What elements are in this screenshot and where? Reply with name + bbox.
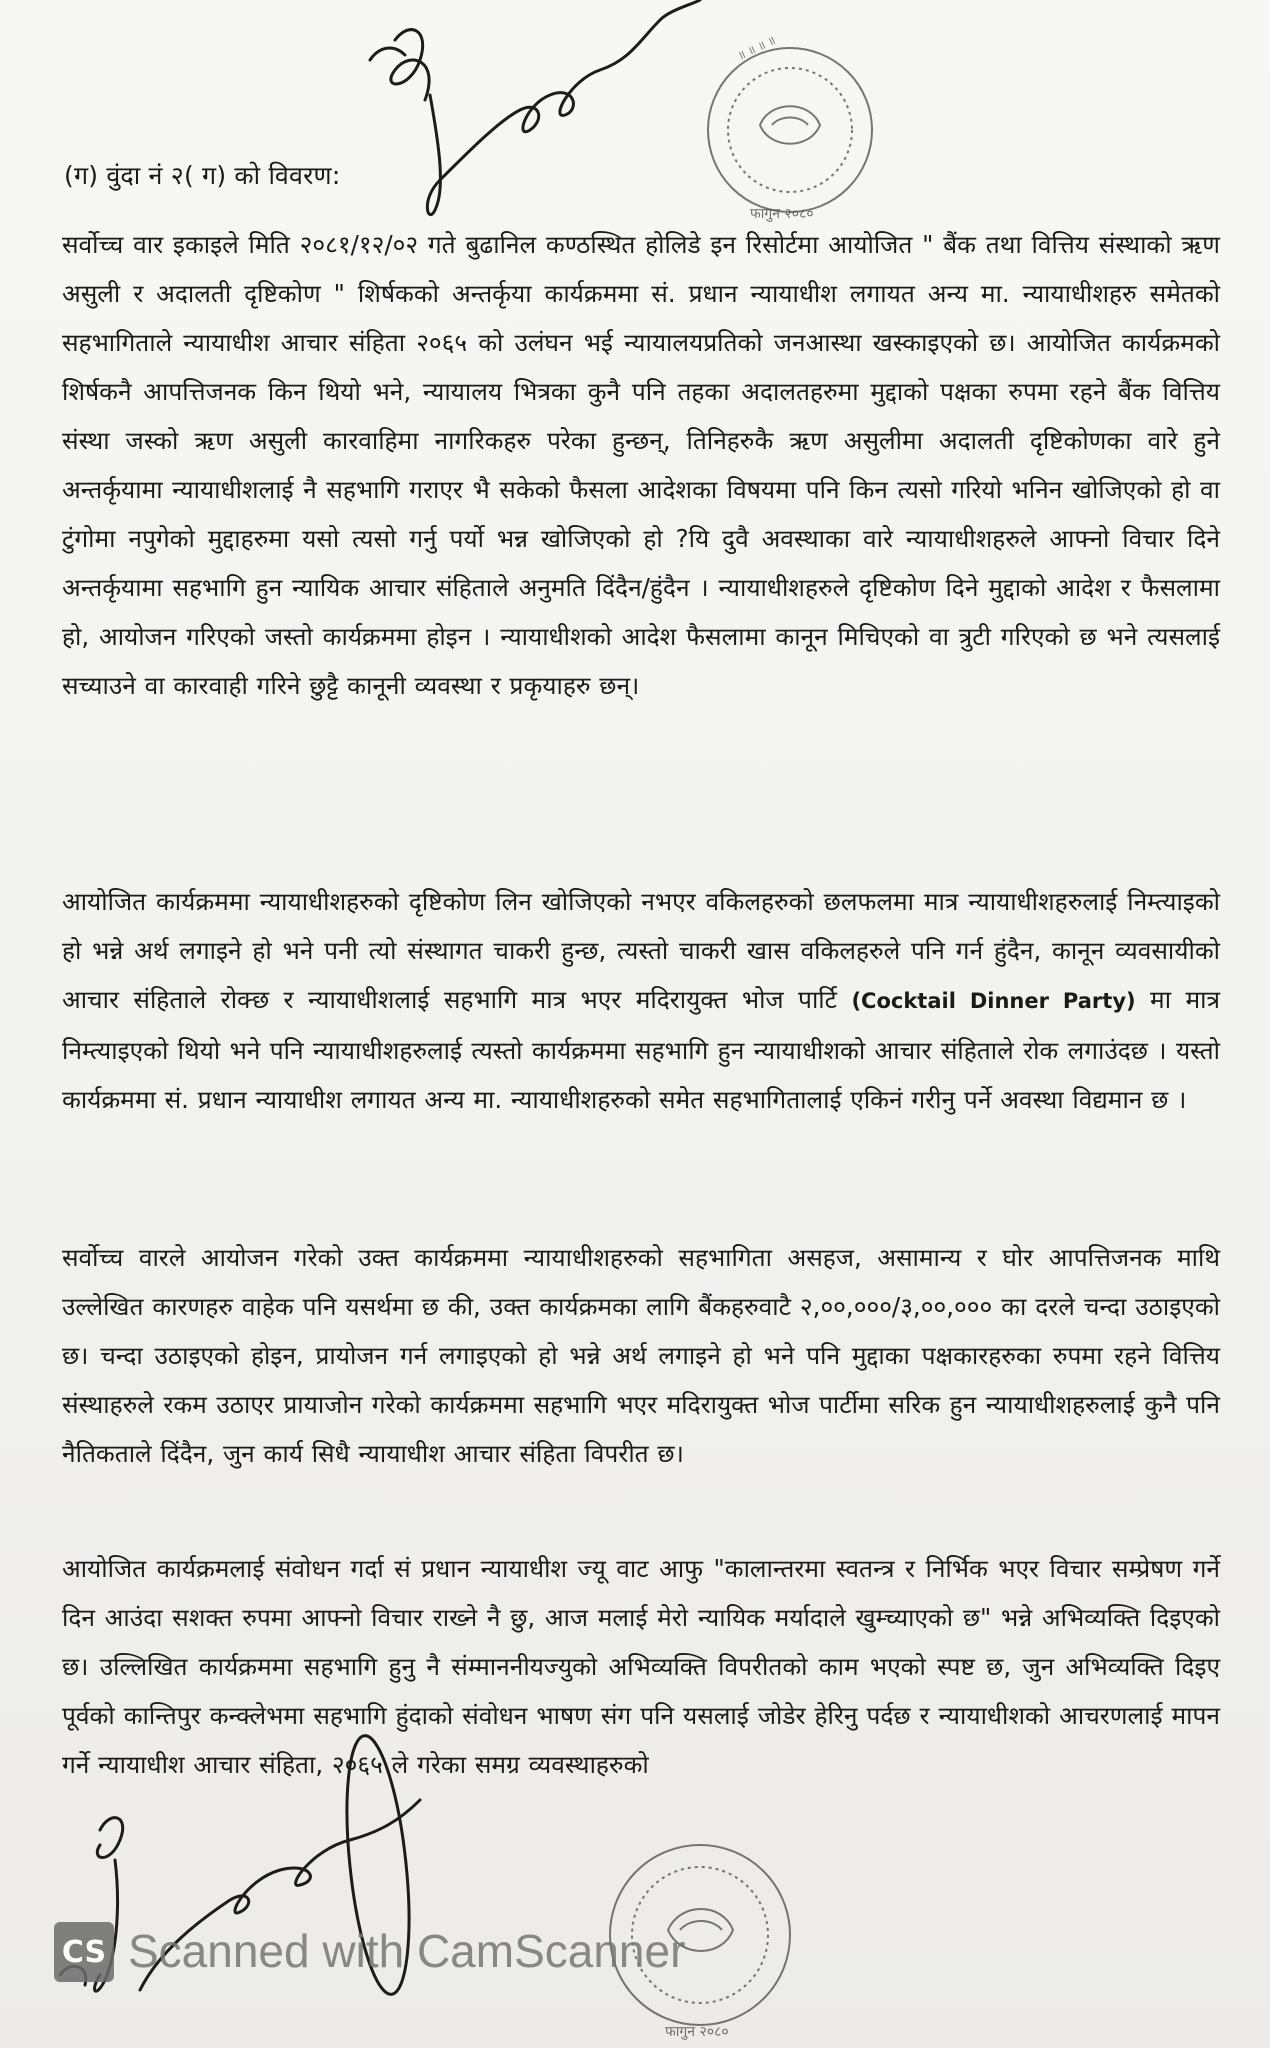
paragraph-2-text-end: मा मात्र निम्त्याइएको थियो भने पनि न्यायाधीशहरुलाई त्यस्तो कार्यक्रममा सहभागि हुन न्यायाधीशको आचार संहिताले रोक लगाउंदछ । यस्तो कार्यक्रममा सं. प्रधान न्यायाधीश लगायत अन्य मा. न्यायाधीशहरुको समेत सहभागितालाई एकिनं गरीनु पर्ने अवस्था विद्यमान छ । [62,985,1221,1114]
paragraph-2-text-start: आयोजित कार्यक्रममा न्यायाधीशहरुको दृष्टिकोण लिन खोजिएको नभएर वकिलहरुको छलफलमा मात्र न्यायाधीशहरुलाई निम्त्याइको हो भन्ने अर्थ लगाइने हो भने पनी त्यो संस्थागत चाकरी हुन्छ, त्यस्तो चाकरी खास वकिलहरुले पनि गर्न हुंदैन, कानून व्यवसायीको आचार संहिताले रोक्छ र न्यायाधीशलाई सहभागि मात्र भएर मदिरायुक्त भोज पार्टि [62,887,1220,1014]
camscanner-watermark: Scanned with CamScanner [128,1925,686,1977]
top-stamp-date: फागुन २०८० [750,206,814,222]
cocktail-dinner-party-text: (Cocktail Dinner Party) [851,989,1136,1013]
svg-text:॥ ॥ ॥ ॥: ॥ ॥ ॥ ॥ [735,33,778,63]
top-signature [370,0,700,215]
paragraph-4-text: आयोजित कार्यक्रमलाई संवोधन गर्दा सं प्रधान न्यायाधीश ज्यू वाट आफु "कालान्तरमा स्वतन्त्र र निर्भिक भएर विचार सम्प्रेषण गर्ने दिन आउंदा सशक्त रुपमा आफ्नो विचार राख्ने नै छु, आज मलाई मेरो न्यायिक मर्यादाले खुम्च्याएको छ" भन्ने अभिव्यक्ति दिइएको छ। उल्लिखित कार्यक्रममा सहभागि हुनु नै संम्माननीयज्युको अभिव्यक्ति विपरीतको काम भएको स्पष्ट छ, जुन अभिव्यक्ति दिइए पूर्वको कान्तिपुर कन्क्लेभमा सहभागि हुंदाको संवोधन भाषण संग पनि यसलाई जोडेर हेरिनु पर्दछ र न्यायाधीशको आचरणलाई मापन गर्ने न्यायाधीश आचार संहिता, २०६५ ले गरेका समग्र व्यवस्थाहरुको [62,1554,1220,1779]
top-stamp [708,33,872,212]
camscanner-logo-icon: CS [54,1922,114,1982]
paragraph-3-text: सर्वोच्च वारले आयोजन गरेको उक्त कार्यक्रममा न्यायाधीशहरुको सहभागिता असहज, असामान्य र घोर आपत्तिजनक माथि उल्लेखित कारणहरु वाहेक पनि यसर्थमा छ की, उक्त कार्यक्रमका लागि बैंकहरुवाटै २,००,०००/३,००,००० का दरले चन्दा उठाइएको छ। चन्दा उठाइएको होइन, प्रायोजन गर्न लगाइएको हो भन्ने अर्थ लगाइने हो भने पनि मुद्दाका पक्षकारहरुका रुपमा रहने वित्तिय संस्थाहरुले रकम उठाएर प्रायाजोन गरेको कार्यक्रममा सहभागि भएर मदिरायुक्त भोज पार्टीमा सरिक हुन न्यायाधीशहरुलाई कुनै पनि नैतिकताले दिंदैन, जुन कार्य सिधै न्यायाधीश आचार संहिता विपरीत छ। [62,1243,1220,1468]
paragraph-1-text: सर्वोच्च वार इकाइले मिति २०८१/१२/०२ गते बुढानिल कण्ठस्थित होलिडे इन रिसोर्टमा आयोजित " बैंक तथा वित्तिय संस्थाको ऋण असुली र अदालती दृष्टिकोण " शिर्षकको अन्तर्कृया कार्यक्रममा सं. प्रधान न्यायाधीश लगायत अन्य मा. न्यायाधीशहरु समेतको सहभागिताले न्यायाधीश आचार संहिता २०६५ को उलंघन भई न्यायालयप्रतिको जनआस्था खस्काइएको छ। आयोजित कार्यक्रमको शिर्षकनै आपत्तिजनक किन थियो भने, न्यायालय भित्रका कुनै पनि तहका अदालतहरुमा मुद्दाको पक्षका रुपमा रहने बैंक वित्तिय संस्था जस्को ऋण असुली कारवाहिमा नागरिकहरु परेका हुन्छन्, तिनिहरुकै ऋण असुलीमा अदालती दृष्टिकोणका वारे हुने अन्तर्कृयामा न्यायाधीशलाई नै सहभागि गराएर भै सकेको फैसला आदेशका विषयमा पनि किन त्यसो गरियो भनिन खोजिएको हो वा टुंगोमा नपुगेको मुद्दाहरुमा यसो त्यसो गर्नु पर्यो भन्न खोजिएको हो ?यि दुवै अवस्थाका वारे न्यायाधीशहरुले आफ्नो विचार दिने अन्तर्कृयामा सहभागि हुन न्यायिक आचार संहिताले अनुमति दिंदैन/हुंदैन । न्यायाधीशहरुले दृष्टिकोण दिने मुद्दाको आदेश र फैसलामा हो, आयोजन गरिएको जस्तो कार्यक्रममा होइन । न्यायाधीशको आदेश फैसलामा कानून मिचिएको वा त्रुटी गरिएको छ भने त्यसलाई सच्याउने वा कारवाही गरिने छुट्टै कानूनी व्यवस्था र प्रकृयाहरु छन्। [62,230,1220,700]
section-heading: (ग) वुंदा नं २( ग) को विवरण: [64,161,341,190]
bottom-stamp-date: फागुन २०८० [665,2024,729,2040]
